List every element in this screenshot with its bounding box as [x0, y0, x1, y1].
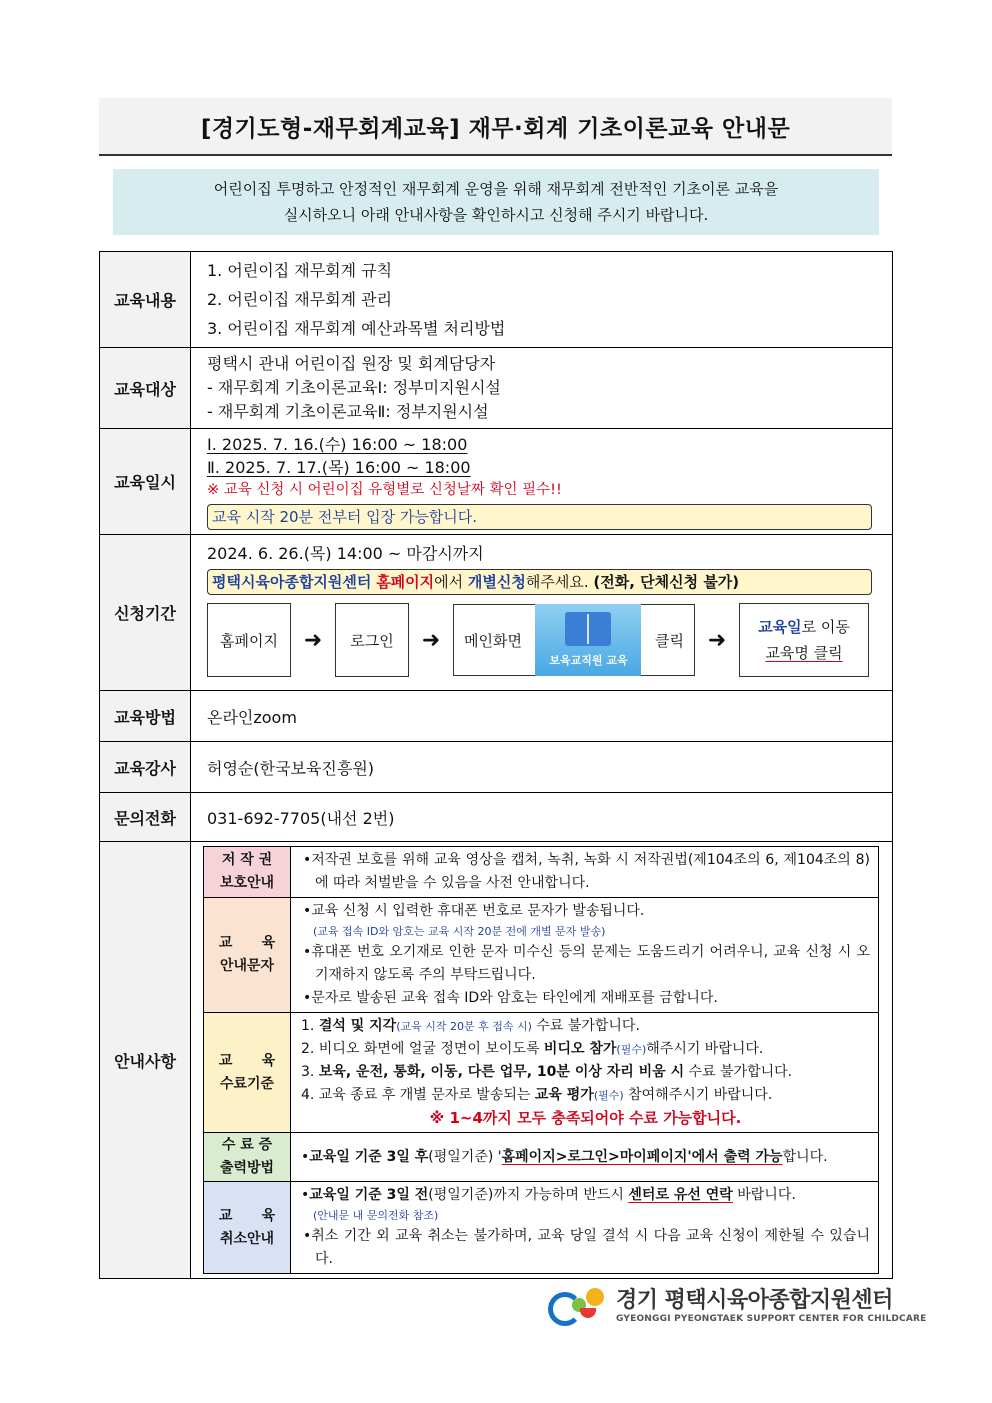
- sms-text: •교육 신청 시 입력한 휴대폰 번호로 문자가 발송됩니다. (교육 접속 ID와 암호는 교육 시작 20분 전에 개별 문자 발송) •휴대폰 번호 오기재로 인한 문자 미수신 등의 문제는 도움드리기 어려우니, 교육 신청 시 오기재하지 않도록 주의 부탁드립니다. •문자로 발송된 교육 접속 ID와 암호는 타인에게 재배포를 금합니다.: [291, 898, 879, 1013]
- target-cell: [191, 348, 893, 429]
- edu-name-click: 교육명 클릭: [765, 644, 843, 662]
- cancel-text: •교육일 기준 3일 전(평일기준)까지 가능하며 반드시 센터로 유선 연락 바랍니다. (안내문 내 문의전화 참조) •취소 기간 외 교육 취소는 불가하며, 교육 당일 결석 시 다음 교육 신청이 제한될 수 있습니다.: [291, 1182, 879, 1274]
- date-session-1: Ⅰ. 2025. 7. 16.(수) 16:00 ~ 18:00: [207, 435, 468, 454]
- label-target: 교육대상: [100, 348, 191, 429]
- date-cell: [191, 429, 893, 535]
- content-item: 3. 어린이집 재무회계 예산과목별 처리방법: [207, 319, 506, 338]
- flow-step-login: 로그인: [335, 603, 409, 677]
- center-logo-icon: [548, 1284, 608, 1324]
- homepage-text: 홈페이지: [376, 573, 435, 591]
- method-value: 온라인zoom: [191, 691, 893, 742]
- lecturer-value: 허영순(한국보육진흥원): [191, 742, 893, 793]
- content-item: 2. 어린이집 재무회계 관리: [207, 290, 393, 309]
- contact-value: 031-692-7705(내선 2번): [191, 793, 893, 842]
- click-label: 클릭: [655, 631, 684, 650]
- label-lecturer: 교육강사: [100, 742, 191, 793]
- info-table: [99, 251, 893, 1279]
- arrow-right-icon: ➜: [421, 627, 441, 653]
- footer: [548, 1283, 927, 1324]
- notice-cell: [191, 842, 893, 1279]
- content-item: 1. 어린이집 재무회계 규칙: [207, 261, 393, 280]
- intro-line: 어린이집 투명하고 안정적인 재무회계 운영을 위해 재무회계 전반적인 기초이론 교육을: [213, 180, 779, 198]
- apply-text-2: 해주세요.: [525, 573, 594, 591]
- cert-text: •교육일 기준 3일 후(평일기준) '홈페이지>로그인>마이페이지'에서 출력 가능합니다.: [291, 1133, 879, 1182]
- label-notice: 안내사항: [100, 842, 191, 1279]
- intro-box: [113, 169, 879, 235]
- date-warning: ※ 교육 신청 시 어린이집 유형별로 신청날짜 확인 필수!!: [207, 482, 562, 498]
- apply-text: 에서: [434, 573, 468, 591]
- center-name: 평택시육아종합지원센터: [212, 573, 372, 591]
- notice-label-sms: 교 육 안내문자: [204, 898, 291, 1013]
- arrow-right-icon: ➜: [303, 627, 323, 653]
- edu-day-text: 교육일: [758, 618, 802, 636]
- notice-label-cancel: 교 육 취소안내: [204, 1182, 291, 1274]
- apply-cell: [191, 535, 893, 691]
- notice-label-completion: 교 육 수료기준: [204, 1013, 291, 1133]
- title-bar: [99, 98, 892, 156]
- label-method: 교육방법: [100, 691, 191, 742]
- apply-flow: [207, 603, 878, 677]
- entry-notice-box: 교육 시작 20분 전부터 입장 가능합니다.: [207, 504, 872, 530]
- main-screen-label: 메인화면: [464, 631, 522, 650]
- flow-step-main: [453, 604, 695, 676]
- icon-caption: 보육교직원 교육: [549, 654, 628, 667]
- target-item: 평택시 관내 어린이집 원장 및 회계담당자: [207, 354, 496, 373]
- page-title: [경기도형-재무회계교육] 재무·회계 기초이론교육 안내문: [200, 115, 791, 142]
- teacher-education-icon: [535, 604, 641, 676]
- content-cell: [191, 252, 893, 348]
- notice-label-copyright: 저 작 권 보호안내: [204, 847, 291, 898]
- flow-step-homepage: 홈페이지: [207, 603, 291, 677]
- individual-text: 개별신청: [467, 573, 526, 591]
- label-content: 교육내용: [100, 252, 191, 348]
- label-contact: 문의전화: [100, 793, 191, 842]
- flow-step-final: [739, 603, 869, 677]
- completion-summary: ※ 1~4까지 모두 충족되어야 수료 가능합니다.: [429, 1109, 742, 1127]
- completion-text: 1. 결석 및 지각(교육 시작 20분 후 접속 시) 수료 불가합니다. 2. 비디오 화면에 얼굴 정면이 보이도록 비디오 참가(필수)해주시기 바랍니다. 3. 보육, 운전, 통화, 이동, 다른 업무, 10분 이상 자리 비움 시 수료 불가합니다. 4. 교육 종료 후 개별 문자로 발송되는 교육 평가(필수) 참여해주시기 바랍니다. ※ 1~4까지 모두 충족되어야 수료 가능합니다.: [291, 1013, 879, 1133]
- org-name-korean: 경기 평택시육아종합지원센터: [616, 1288, 893, 1313]
- arrow-right-icon: ➜: [707, 627, 727, 653]
- label-apply: 신청기간: [100, 535, 191, 691]
- move-text: 로 이동: [801, 618, 850, 636]
- book-icon: [565, 612, 611, 646]
- notice-table: [203, 846, 879, 1274]
- apply-method-box: [207, 569, 872, 595]
- target-item: - 재무회계 기초이론교육Ⅱ: 정부지원시설: [207, 402, 489, 421]
- label-date: 교육일시: [100, 429, 191, 535]
- date-session-2: Ⅱ. 2025. 7. 17.(목) 16:00 ~ 18:00: [207, 458, 471, 477]
- org-name-english: GYEONGGI PYEONGTAEK SUPPORT CENTER FOR CHILDCARE: [616, 1314, 927, 1324]
- apply-deadline: 2024. 6. 26.(목) 14:00 ~ 마감시까지: [207, 544, 484, 563]
- apply-note: (전화, 단체신청 불가): [593, 573, 740, 591]
- intro-line: 실시하오니 아래 안내사항을 확인하시고 신청해 주시기 바랍니다.: [283, 206, 709, 224]
- target-item: - 재무회계 기초이론교육Ⅰ: 정부미지원시설: [207, 378, 501, 397]
- notice-label-cert: 수 료 증 출력방법: [204, 1133, 291, 1182]
- copyright-text: •저작권 보호를 위해 교육 영상을 캡쳐, 녹취, 녹화 시 저작권법(제104조의 6, 제104조의 8)에 따라 처벌받을 수 있음을 사전 안내합니다.: [291, 847, 879, 898]
